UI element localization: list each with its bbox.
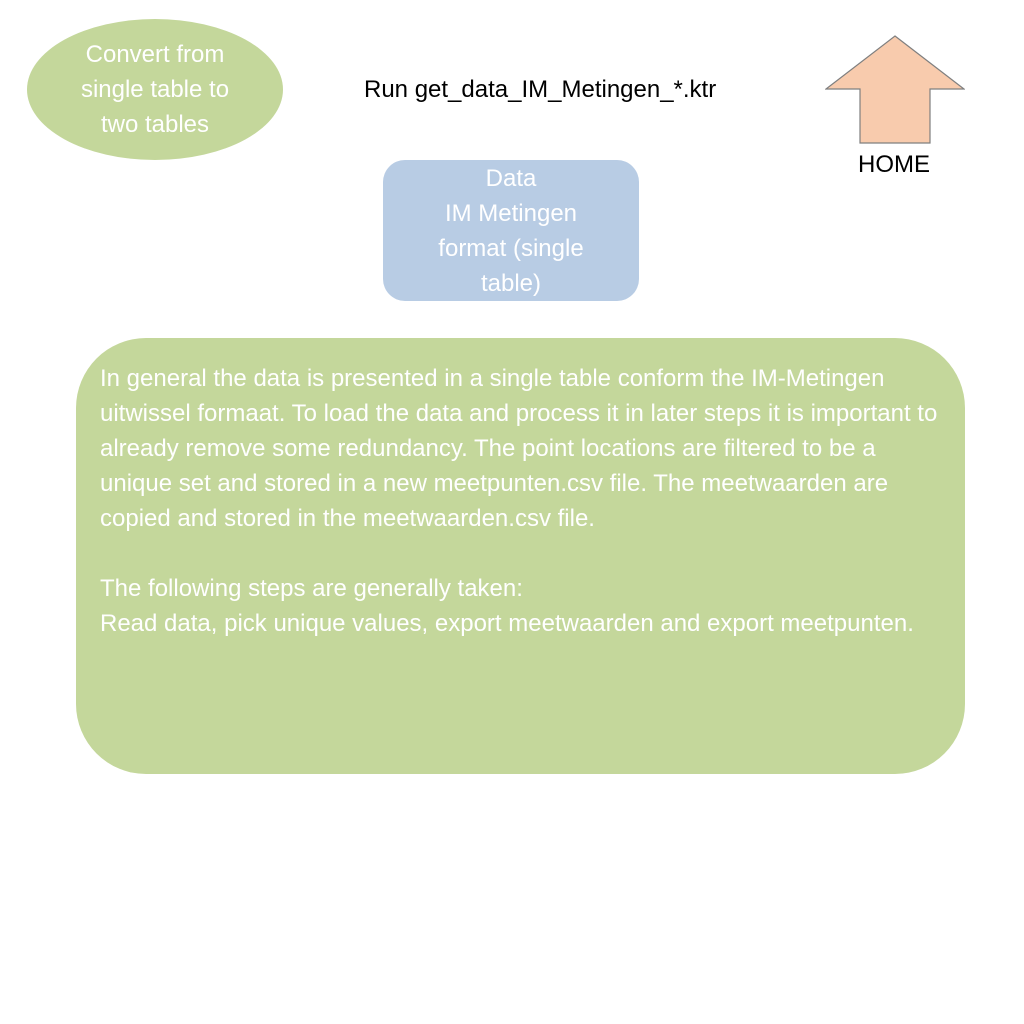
description-paragraph: In general the data is presented in a single table conform the IM-Metingen uitwissel formaat. To load the data and process it in later steps it is important to already remove some redundancy. The point locations are filtered to be a unique set and stored in a new meetpunten.csv file. The meetwaarden are copied and stored in the meetwaarden.csv file. — [100, 365, 938, 532]
run-ktr-label: Run get_data_IM_Metingen_*.ktr — [364, 76, 717, 103]
up-arrow-icon[interactable] — [825, 35, 965, 145]
steps-text: Read data, pick unique values, export meetwaarden and export meetpunten. — [100, 610, 914, 637]
convert-tables-node[interactable] — [27, 19, 283, 160]
home-label[interactable]: HOME — [858, 151, 930, 178]
steps-heading: The following steps are generally taken: — [100, 575, 523, 602]
description-box — [76, 338, 965, 774]
data-im-metingen-node — [383, 160, 639, 301]
convert-tables-label: Convert from single table to two tables — [80, 41, 230, 138]
data-im-metingen-label: Data IM Metingen format (single table) — [438, 164, 584, 297]
home-arrow-shape[interactable] — [826, 36, 964, 143]
